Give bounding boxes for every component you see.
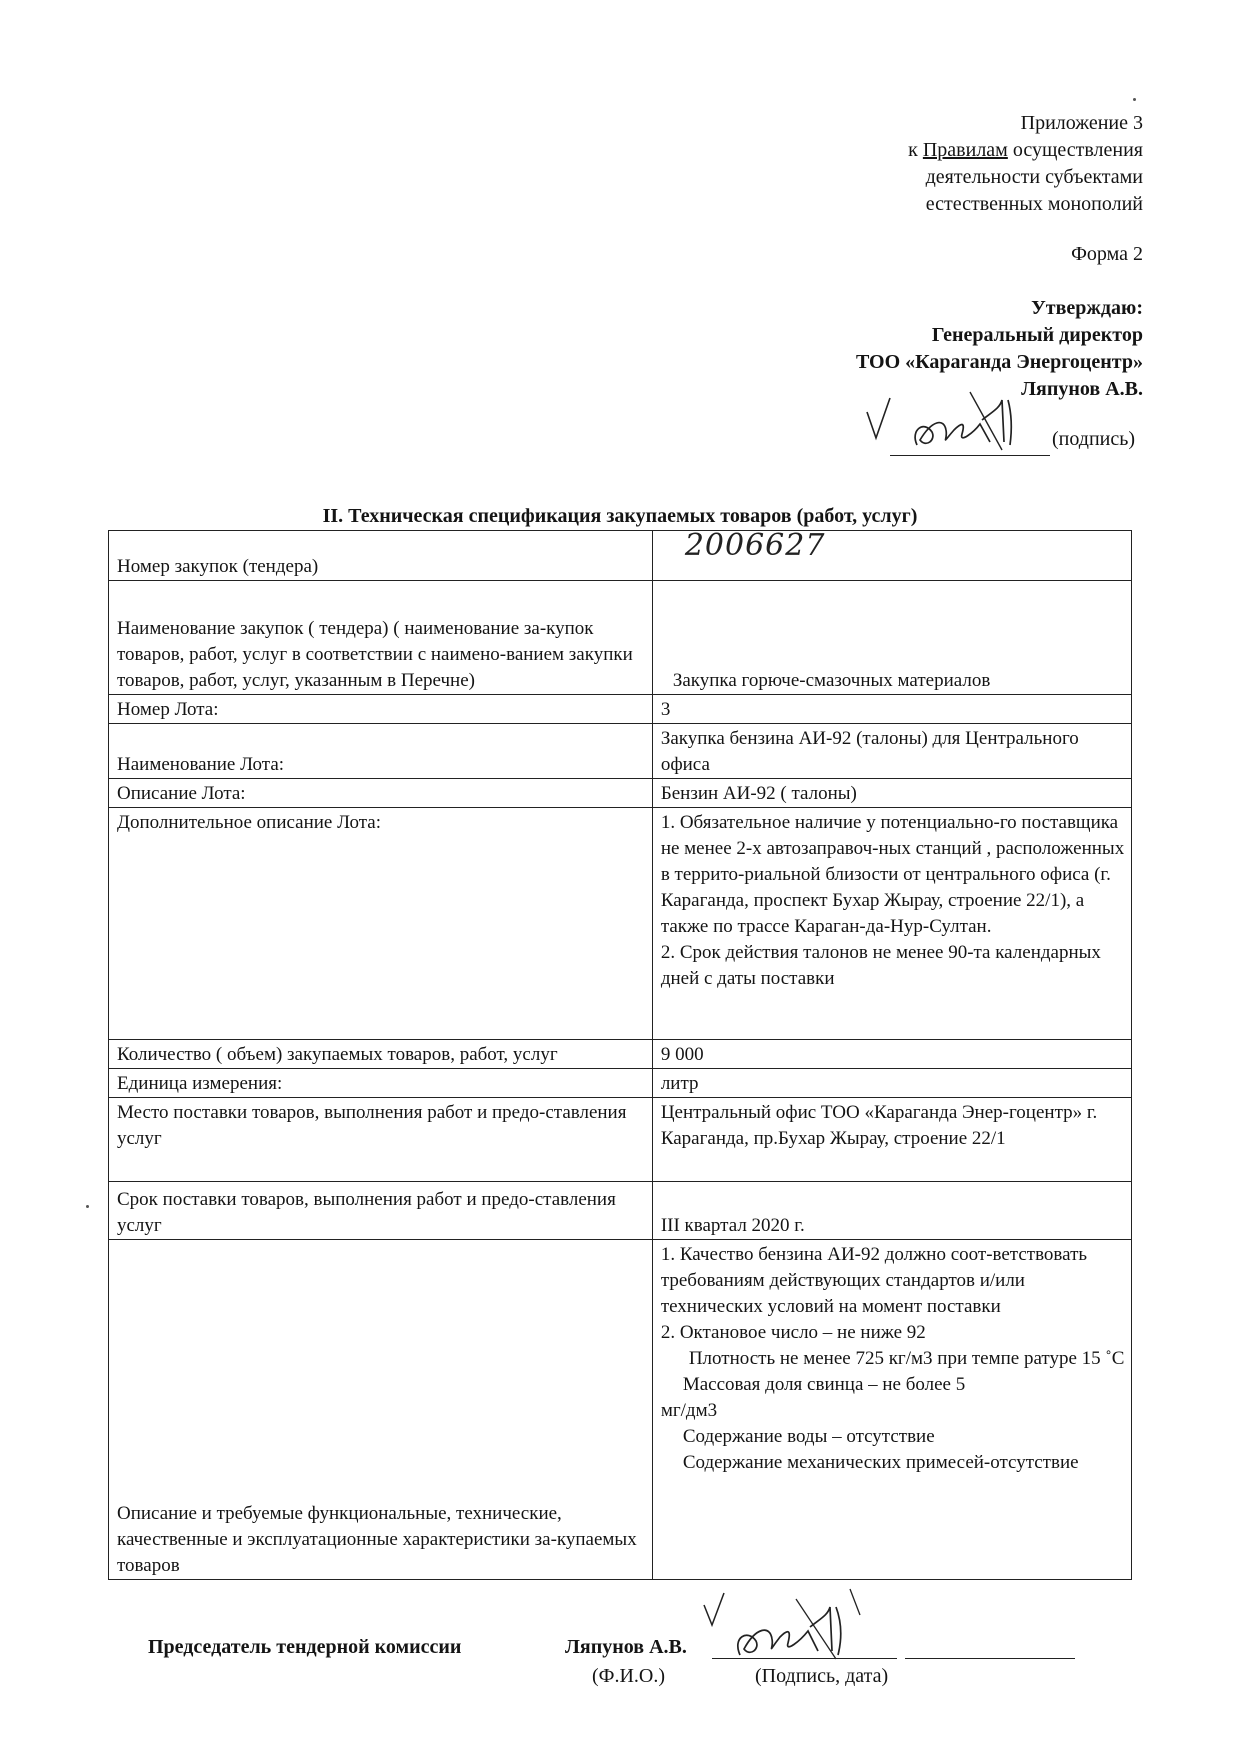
approval-heading: Утверждаю:: [1031, 297, 1143, 319]
row-label: Описание и требуемые функциональные, технические, качественные и эксплуатационные характеристики за-купаемых товаров: [109, 1240, 653, 1580]
table-row: [109, 1098, 1132, 1182]
row-label: Наименование закупок ( тендера) ( наименование за-купок товаров, работ, услуг в соответствии с наимено-ванием закупки товаров, работ, услуг, указанным в Перечне): [109, 581, 653, 695]
row-value: Закупка горюче-смазочных материалов: [652, 581, 1131, 695]
table-row: [109, 1040, 1132, 1069]
appendix-line-2-suffix: осуществления: [1007, 139, 1143, 161]
appendix-line-4: естественных монополий: [925, 193, 1143, 215]
requirement-item: мг/дм3: [660, 1400, 718, 1421]
row-label: Единица измерения:: [109, 1069, 653, 1098]
specification-table: [108, 530, 1132, 1580]
row-value: 9 000: [652, 1040, 1131, 1069]
table-row: [109, 1240, 1132, 1580]
requirement-item: Плотность не менее 725 кг/м3 при темпе ратуре 15 ˚С: [688, 1348, 1125, 1369]
fio-caption: (Ф.И.О.): [592, 1665, 666, 1687]
row-value: [652, 528, 1131, 581]
sign-date-caption: (Подпись, дата): [755, 1665, 889, 1687]
row-label: Дополнительное описание Лота:: [109, 808, 653, 1040]
date-line: [905, 1658, 1075, 1659]
approval-company: ТОО «Караганда Энергоцентр»: [855, 351, 1143, 373]
table-row: [109, 779, 1132, 808]
row-value: [652, 808, 1131, 1040]
appendix-line-2-prefix: к: [908, 139, 923, 161]
tender-number-handwritten: 2006627: [684, 528, 826, 563]
row-value: Центральный офис ТОО «Караганда Энер-гоцентр» г. Караганда, пр.Бухар Жырау, строение 22/1: [652, 1098, 1131, 1182]
chairman-role: Председатель тендерной комиссии: [148, 1636, 462, 1658]
row-label: Номер Лота:: [109, 695, 653, 724]
signature-caption: (подпись): [1052, 428, 1136, 450]
row-value: Бензин АИ-92 ( талоны): [652, 779, 1131, 808]
requirement-item: 2. Октановое число – не ниже 92: [660, 1322, 926, 1343]
requirement-item: Содержание механических примесей-отсутствие: [682, 1452, 1079, 1473]
appendix-line-1: Приложение 3: [1020, 112, 1143, 134]
rules-link[interactable]: Правилам: [922, 139, 1008, 161]
table-row: [109, 1182, 1132, 1240]
row-label: Срок поставки товаров, выполнения работ и предо-ставления услуг: [109, 1182, 653, 1240]
row-label: Количество ( объем) закупаемых товаров, работ, услуг: [109, 1040, 653, 1069]
row-value: [652, 1240, 1131, 1580]
appendix-line-3: деятельности субъектами: [925, 166, 1143, 188]
chairman-name: Ляпунов А.В.: [565, 1636, 687, 1658]
scan-speck: [86, 1205, 89, 1208]
row-value: Закупка бензина АИ-92 (талоны) для Центрального офиса: [652, 724, 1131, 779]
row-label: Наименование Лота:: [109, 724, 653, 779]
table-row: [109, 724, 1132, 779]
appendix-line-2: [908, 137, 1143, 164]
appendix-header: [908, 110, 1143, 218]
requirement-item: Содержание воды – отсутствие: [682, 1426, 935, 1447]
table-row: [109, 1069, 1132, 1098]
row-value: 3: [652, 695, 1131, 724]
approval-name: Ляпунов А.В.: [1021, 378, 1143, 400]
document-title: II. Техническая спецификация закупаемых товаров (работ, услуг): [322, 505, 918, 527]
table-row: [109, 581, 1132, 695]
row-value: III квартал 2020 г.: [652, 1182, 1131, 1240]
form-number: Форма 2: [1071, 243, 1143, 265]
row-label: Номер закупок (тендера): [109, 531, 653, 581]
scan-speck: [1133, 98, 1136, 101]
row-value: литр: [652, 1069, 1131, 1098]
row-label: Место поставки товаров, выполнения работ и предо-ставления услуг: [109, 1098, 653, 1182]
additional-description-1: 1. Обязательное наличие у потенциально-го поставщика не менее 2-х автозаправоч-ных станций , расположенных в террито-риальной близости от центрального офиса (г. Караганда, проспект Бухар Жырау, строение 22/1), а также по трассе Караган-да-Нур-Султан.: [660, 812, 1125, 937]
approval-position: Генеральный директор: [931, 324, 1143, 346]
table-row: [109, 808, 1132, 1040]
director-signature-line: [890, 415, 1050, 456]
signature-line: [712, 1658, 897, 1659]
requirement-item: 1. Качество бензина АИ-92 должно соот-ветствовать требованиям действующих стандартов и/или технических условий на момент поставки: [660, 1244, 1088, 1317]
additional-description-2: 2. Срок действия талонов не менее 90-та календарных дней с даты поставки: [660, 942, 1101, 989]
row-label: Описание Лота:: [109, 779, 653, 808]
table-row: [109, 531, 1132, 581]
approval-block: [856, 295, 1143, 403]
table-row: [109, 695, 1132, 724]
requirement-item: Массовая доля свинца – не более 5: [682, 1374, 966, 1395]
